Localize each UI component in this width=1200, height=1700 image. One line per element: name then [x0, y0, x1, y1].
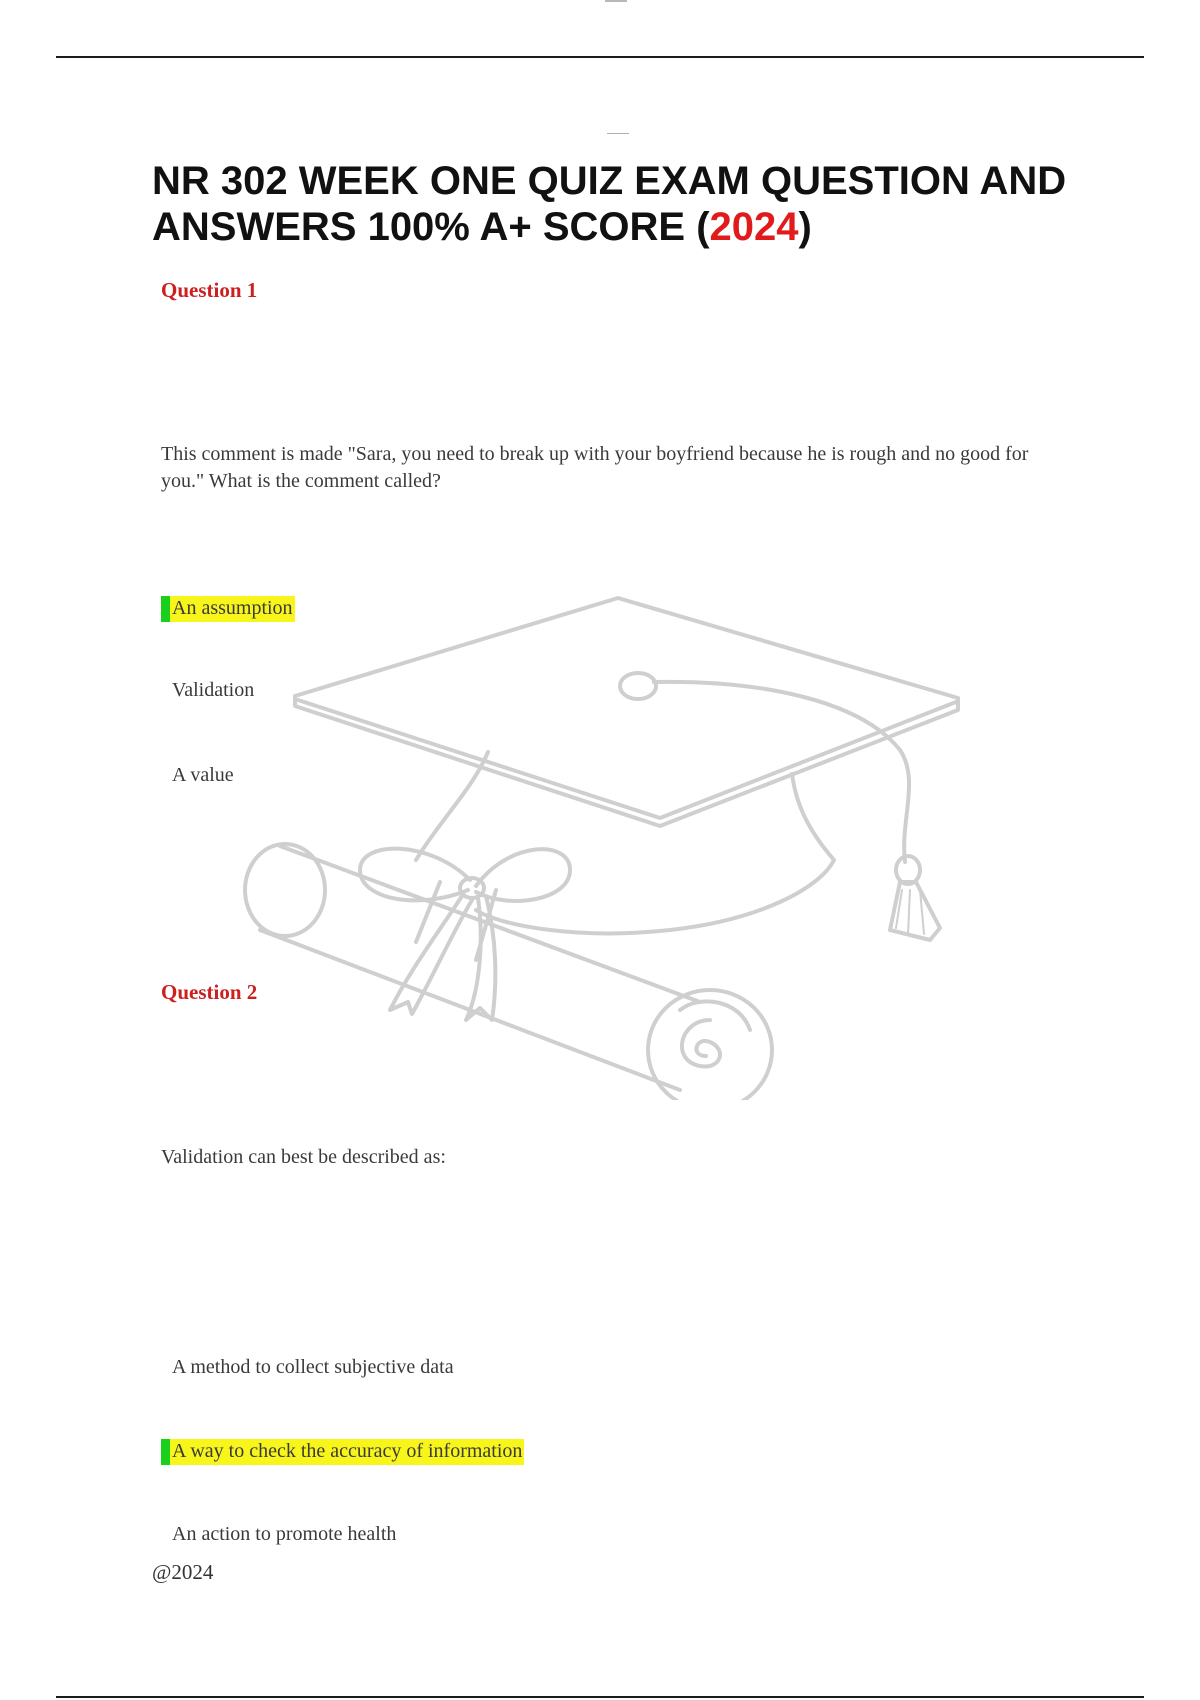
title-year-text: 2024: [709, 205, 799, 249]
question-1-option-3[interactable]: [172, 764, 234, 787]
option-label: A way to check the accuracy of information: [172, 1440, 523, 1462]
option-label: A value: [172, 764, 234, 786]
question-2-option-1[interactable]: [172, 1356, 454, 1379]
correct-answer-marker: [161, 596, 170, 622]
question-1-heading: Question 1: [161, 278, 258, 302]
question-2-option-3[interactable]: [172, 1523, 396, 1546]
header-dash: [607, 133, 629, 134]
question-2-heading: Question 2: [161, 980, 258, 1004]
question-2-option-2[interactable]: [161, 1439, 524, 1465]
document-title: [152, 158, 1112, 250]
option-label: An action to promote health: [172, 1523, 397, 1545]
question-1-text: This comment is made "Sara, you need to break up with your boyfriend because he is rough and no good for you." What is the comment called?: [161, 443, 1029, 492]
page-top-rule: [56, 56, 1144, 58]
top-divider-mark: [605, 0, 627, 2]
correct-answer-marker: [161, 1439, 170, 1465]
title-close-paren: ): [798, 205, 812, 249]
graduation-cap-and-diploma-icon: [240, 590, 1000, 1100]
question-1-option-1[interactable]: [161, 596, 295, 622]
option-label: A method to collect subjective data: [172, 1356, 454, 1378]
title-main-text: NR 302 WEEK ONE QUIZ EXAM QUESTION AND ANSWERS 100% A+ SCORE (: [152, 159, 1067, 249]
option-label: An assumption: [172, 597, 293, 619]
question-1-option-2[interactable]: [172, 679, 254, 702]
option-label: Validation: [172, 679, 255, 701]
page-bottom-rule: [56, 1696, 1144, 1698]
question-2-text: Validation can best be described as:: [161, 1146, 446, 1168]
footer-copyright: @2024: [152, 1560, 214, 1584]
